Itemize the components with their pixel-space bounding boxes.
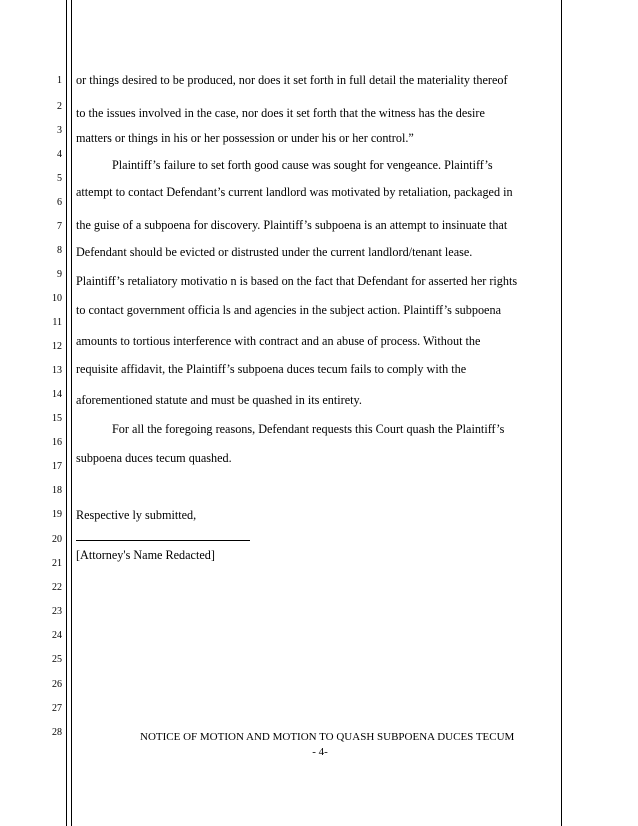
left-margin-rule-inner: [71, 0, 72, 826]
line-number: 9: [57, 269, 62, 280]
body-line: requisite affidavit, the Plaintiff’s subpoena duces tecum fails to comply with the: [76, 362, 467, 376]
line-number: 13: [52, 365, 62, 376]
line-number: 19: [52, 509, 62, 520]
body-line: aforementioned statute and must be quashed in its entirety.: [76, 393, 362, 407]
body-line: Plaintiff’s failure to set forth good cause was sought for vengeance. Plaintiff’s: [112, 158, 493, 172]
body-line: Plaintiff’s retaliatory motivatio n is based on the fact that Defendant for asserted her rights: [76, 274, 518, 288]
body-line: to contact government officia ls and agencies in the subject action. Plaintiff’s subpoena: [76, 303, 501, 317]
line-number: 15: [52, 413, 62, 424]
line-number: 10: [52, 293, 62, 304]
line-number: 23: [52, 606, 62, 617]
line-number: 8: [57, 245, 62, 256]
line-number: 5: [57, 173, 62, 184]
line-number: 7: [57, 221, 62, 232]
line-number: 20: [52, 534, 62, 545]
line-number: 4: [57, 149, 62, 160]
line-number: 27: [52, 703, 62, 714]
body-line: matters or things in his or her possession or under his or her control.”: [76, 131, 414, 145]
line-number: 6: [57, 197, 62, 208]
line-number: 11: [52, 317, 62, 328]
line-number: 3: [57, 125, 62, 136]
body-line: Defendant should be evicted or distrusted under the current landlord/tenant lease.: [76, 245, 473, 259]
body-line: subpoena duces tecum quashed.: [76, 451, 232, 465]
line-number: 25: [52, 654, 62, 665]
line-number: 12: [52, 341, 62, 352]
left-margin-rule-outer: [66, 0, 67, 826]
signature-closing: Respective ly submitted,: [76, 508, 197, 522]
line-number: 26: [52, 679, 62, 690]
line-number: 14: [52, 389, 62, 400]
attorney-name: [Attorney's Name Redacted]: [76, 548, 215, 562]
footer-title: NOTICE OF MOTION AND MOTION TO QUASH SUBPOENA DUCES TECUM: [140, 731, 515, 743]
body-line: or things desired to be produced, nor does it set forth in full detail the materiality thereof: [76, 73, 508, 87]
signature-line: [76, 540, 250, 541]
line-number: 24: [52, 630, 62, 641]
body-line: amounts to tortious interference with contract and an abuse of process. Without the: [76, 334, 481, 348]
line-number: 21: [52, 558, 62, 569]
line-number: 1: [57, 75, 62, 86]
right-margin-rule: [561, 0, 562, 826]
body-line: attempt to contact Defendant’s current landlord was motivated by retaliation, packaged in: [76, 185, 513, 199]
line-number: 17: [52, 461, 62, 472]
body-line: For all the foregoing reasons, Defendant requests this Court quash the Plaintiff’s: [112, 422, 505, 436]
line-number: 2: [57, 101, 62, 112]
body-line: the guise of a subpoena for discovery. Plaintiff’s subpoena is an attempt to insinuate that: [76, 218, 508, 232]
line-number: 16: [52, 437, 62, 448]
page-number: - 4-: [312, 746, 328, 758]
line-number: 22: [52, 582, 62, 593]
line-number: 18: [52, 485, 62, 496]
body-line: to the issues involved in the case, nor does it set forth that the witness has the desire: [76, 106, 485, 120]
line-number: 28: [52, 727, 62, 738]
